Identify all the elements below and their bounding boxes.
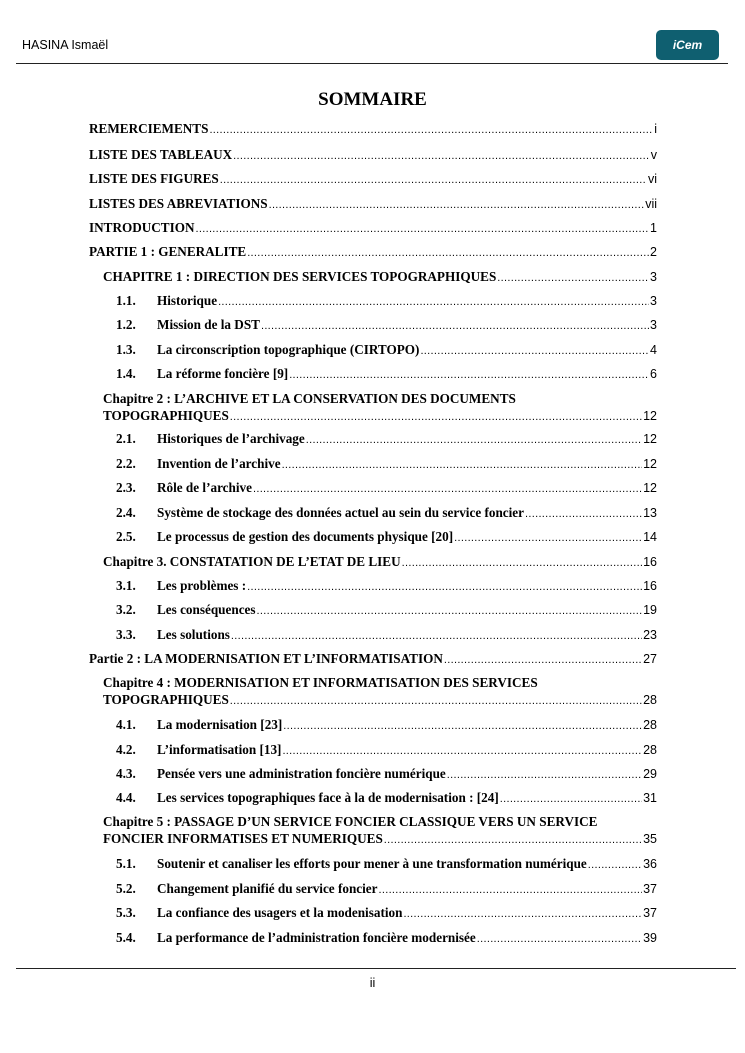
toc-entry-label-line1: Chapitre 5 : PASSAGE D’UN SERVICE FONCIER CLASSIQUE VERS UN SERVICE (103, 814, 598, 829)
toc-entry-page: 37 (643, 882, 657, 896)
toc-entry-label: LISTE DES TABLEAUX (89, 147, 233, 162)
toc-entry[interactable] (0, 674, 745, 714)
toc-entry-page: 29 (643, 767, 657, 781)
toc-entry-label: Les services topographiques face à la de modernisation : [24] (157, 790, 499, 805)
toc-entry-page: vi (647, 172, 657, 186)
dot-leader (289, 367, 649, 384)
toc-entry-label: Partie 2 : LA MODERNISATION ET L’INFORMATISATION (89, 651, 443, 666)
page-title: SOMMAIRE (318, 89, 427, 110)
toc-entry-label: CHAPITRE 1 : DIRECTION DES SERVICES TOPOGRAPHIQUES (103, 269, 497, 284)
dot-leader (253, 481, 642, 498)
toc-entry-page: 28 (643, 743, 657, 757)
dot-leader (230, 409, 642, 426)
dot-leader (196, 221, 650, 238)
toc-entry-label: Invention de l’archive (157, 456, 281, 471)
dot-leader (379, 882, 643, 899)
toc-entry-label: La réforme foncière [9] (157, 366, 289, 381)
toc-entry-number: 2.3. (116, 480, 136, 495)
toc-entry-page: vii (645, 197, 657, 211)
toc-entry-page: 14 (643, 530, 657, 544)
toc-entry-label: Système de stockage des données actuel au sein du service foncier (157, 505, 525, 520)
dot-leader (477, 931, 642, 948)
toc-entry-page: 37 (643, 906, 657, 920)
toc-entry-label: La confiance des usagers et la modenisation (157, 905, 403, 920)
toc-entry-label: Changement planifié du service foncier (157, 881, 378, 896)
toc-entry-page: 12 (643, 432, 657, 446)
dot-leader (497, 270, 649, 287)
toc-entry-number: 2.1. (116, 431, 136, 446)
toc-entry-page: 3 (650, 270, 657, 284)
toc-entry-label: Les conséquences (157, 602, 256, 617)
toc-entry[interactable] (0, 390, 745, 430)
toc-entry-number: 2.5. (116, 529, 136, 544)
toc-entry-number: 4.1. (116, 717, 136, 732)
toc-entry-label: Soutenir et canaliser les efforts pour mener à une transformation numérique (157, 856, 587, 871)
toc-entry[interactable] (0, 929, 745, 969)
toc-entry-number: 1.3. (116, 342, 136, 357)
dot-leader (209, 122, 653, 139)
toc-entry-page: 16 (643, 555, 657, 569)
toc-entry-label-line1: Chapitre 2 : L’ARCHIVE ET LA CONSERVATION DES DOCUMENTS (103, 391, 516, 406)
toc-entry-page: 27 (643, 652, 657, 666)
toc-entry-label: La circonscription topographique (CIRTOPO) (157, 342, 420, 357)
toc-entry-label: REMERCIEMENTS (89, 121, 209, 136)
dot-leader (588, 857, 642, 874)
toc-entry-page: 23 (643, 628, 657, 642)
toc-entry-number: 3.1. (116, 578, 136, 593)
dot-leader (230, 693, 642, 710)
toc-entry-page: 28 (643, 693, 657, 707)
toc-entry-number: 3.3. (116, 627, 136, 642)
toc-entry-page: 12 (643, 481, 657, 495)
toc-entry-number: 5.3. (116, 905, 136, 920)
dot-leader (247, 579, 642, 596)
toc-entry-number: 4.3. (116, 766, 136, 781)
toc-entry-label: LISTES DES ABREVIATIONS (89, 196, 268, 211)
toc-entry[interactable] (0, 813, 745, 853)
toc-entry-page: 39 (643, 931, 657, 945)
toc-entry-label: FONCIER INFORMATISES ET NUMERIQUES (103, 831, 383, 846)
toc-entry-number: 5.2. (116, 881, 136, 896)
footer-page-number: ii (369, 976, 376, 990)
toc-entry-page: 36 (643, 857, 657, 871)
toc-entry-number: 5.4. (116, 930, 136, 945)
toc-entry-label: TOPOGRAPHIQUES (103, 408, 229, 423)
toc-entry-page: 19 (643, 603, 657, 617)
toc-entry-number: 2.2. (116, 456, 136, 471)
toc-entry-label: PARTIE 1 : GENERALITE (89, 244, 247, 259)
dot-leader (420, 343, 649, 360)
toc-entry-page: 31 (643, 791, 657, 805)
toc-entry-page: i (654, 122, 657, 136)
toc-entry-label: Le processus de gestion des documents physique [20] (157, 529, 454, 544)
dot-leader (447, 767, 642, 784)
dot-leader (444, 652, 642, 669)
toc-entry-page: 3 (650, 318, 657, 332)
dot-leader (384, 832, 642, 849)
toc-entry-label-line1: Chapitre 4 : MODERNISATION ET INFORMATISATION DES SERVICES (103, 675, 538, 690)
toc-entry-label: Rôle de l’archive (157, 480, 252, 495)
toc-entry-page: 1 (650, 221, 657, 235)
toc-entry-page: 28 (643, 718, 657, 732)
dot-leader (218, 294, 649, 311)
author-name: HASINA Ismaël (22, 38, 109, 52)
toc-entry-number: 4.2. (116, 742, 136, 757)
dot-leader (282, 457, 643, 474)
toc-entry-page: 6 (650, 367, 657, 381)
toc-entry-page: 12 (643, 409, 657, 423)
toc-entry-number: 1.4. (116, 366, 136, 381)
toc-entry-page: 13 (643, 506, 657, 520)
toc-entry-page: 4 (650, 343, 657, 357)
institution-logo: iCem (656, 30, 719, 60)
dot-leader (231, 628, 642, 645)
toc-entry-page: 35 (643, 832, 657, 846)
toc-entry-label: INTRODUCTION (89, 220, 195, 235)
toc-entry-label: Mission de la DST (157, 317, 260, 332)
toc-entry-number: 1.1. (116, 293, 136, 308)
dot-leader (282, 743, 642, 760)
dot-leader (257, 603, 643, 620)
dot-leader (247, 245, 649, 262)
toc-entry-number: 3.2. (116, 602, 136, 617)
toc-entry-label: Historiques de l’archivage (157, 431, 305, 446)
toc-entry-label: LISTE DES FIGURES (89, 171, 219, 186)
toc-entry-number: 5.1. (116, 856, 136, 871)
header-divider (16, 63, 728, 64)
dot-leader (283, 718, 642, 735)
toc-entry-label: La modernisation [23] (157, 717, 283, 732)
dot-leader (402, 555, 642, 572)
toc-entry-label: L’informatisation [13] (157, 742, 282, 757)
toc-entry-label: TOPOGRAPHIQUES (103, 692, 229, 707)
toc-entry-label: La performance de l’administration foncière modernisée (157, 930, 476, 945)
footer-divider (16, 968, 736, 969)
toc-entry-label: Les solutions (157, 627, 230, 642)
dot-leader (220, 172, 647, 189)
dot-leader (261, 318, 649, 335)
toc-entry-page: 16 (643, 579, 657, 593)
toc-entry-label: Historique (157, 293, 218, 308)
toc-entry-number: 4.4. (116, 790, 136, 805)
toc-entry-label: Chapitre 3. CONSTATATION DE L’ETAT DE LIEU (103, 554, 401, 569)
dot-leader (233, 148, 650, 165)
toc-entry-page: 2 (650, 245, 657, 259)
dot-leader (306, 432, 642, 449)
dot-leader (500, 791, 642, 808)
page-header (0, 0, 745, 64)
toc-entry-label: Pensée vers une administration foncière numérique (157, 766, 446, 781)
toc-entry-page: 12 (643, 457, 657, 471)
toc-entry-label: Les problèmes : (157, 578, 247, 593)
toc-entry-page: v (650, 148, 657, 162)
toc-entry-page: 3 (650, 294, 657, 308)
toc-entry-number: 2.4. (116, 505, 136, 520)
dot-leader (403, 906, 642, 923)
toc-entry-number: 1.2. (116, 317, 136, 332)
dot-leader (454, 530, 642, 547)
dot-leader (269, 197, 645, 214)
dot-leader (525, 506, 642, 523)
